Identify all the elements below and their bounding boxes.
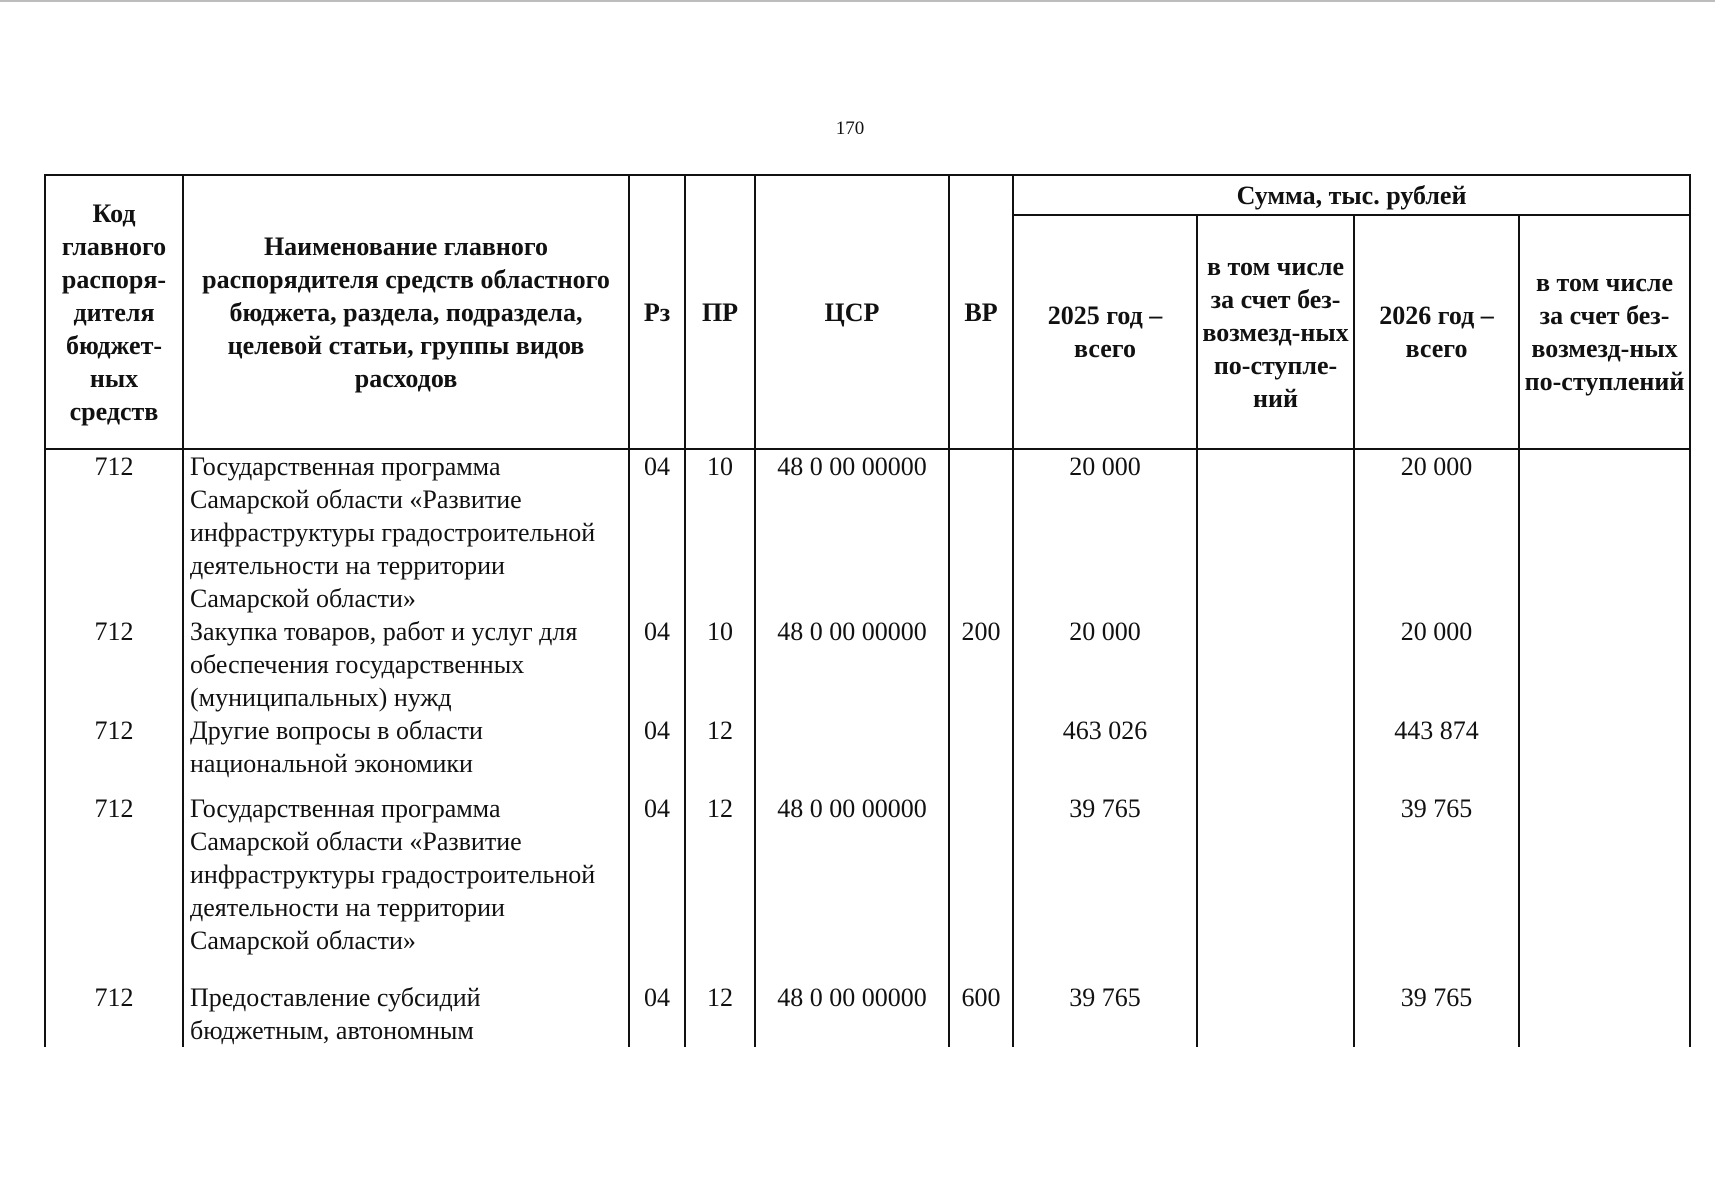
scan-edge-line [0,0,1715,2]
header-2025-total: 2025 год – всего [1013,215,1197,449]
table-row [45,615,1690,714]
cell-2025-total: 39 765 [1013,792,1197,981]
cell-2025-free [1197,714,1354,792]
header-2025-free: в том числе за счет без-возмезд-ных по-ступле-ний [1197,215,1354,449]
cell-rz: 04 [629,449,685,615]
cell-code: 712 [45,981,183,1047]
cell-rz: 04 [629,615,685,714]
cell-name: Другие вопросы в области национальной экономики [183,714,629,792]
cell-rz: 04 [629,981,685,1047]
cell-csr [755,714,949,792]
cell-pr: 12 [685,792,755,981]
cell-2026-total: 39 765 [1354,981,1519,1047]
cell-2026-free [1519,615,1690,714]
header-csr: ЦСР [755,175,949,449]
cell-pr: 10 [685,615,755,714]
cell-2025-total: 463 026 [1013,714,1197,792]
cell-2026-total: 20 000 [1354,615,1519,714]
cell-vr: 600 [949,981,1013,1047]
cell-pr: 12 [685,981,755,1047]
cell-rz: 04 [629,792,685,981]
cell-csr: 48 0 00 00000 [755,981,949,1047]
cell-code: 712 [45,449,183,615]
cell-2026-free [1519,981,1690,1047]
cell-2026-total: 443 874 [1354,714,1519,792]
cell-2026-total: 39 765 [1354,792,1519,981]
header-sum-title: Сумма, тыс. рублей [1013,175,1690,215]
table-row [45,714,1690,792]
cell-name: Государственная программа Самарской области «Развитие инфраструктуры градостроительной деятельности на территории Самарской области» [183,449,629,615]
cell-code: 712 [45,615,183,714]
cell-code: 712 [45,714,183,792]
table-row [45,449,1690,615]
cell-2025-free [1197,792,1354,981]
cell-csr: 48 0 00 00000 [755,449,949,615]
header-pr: ПР [685,175,755,449]
header-code: Код главного распоря-дителя бюджет-ных средств [45,175,183,449]
cell-csr: 48 0 00 00000 [755,792,949,981]
cell-2025-free [1197,449,1354,615]
cell-2025-free [1197,615,1354,714]
table-header [45,175,1690,449]
cell-vr [949,449,1013,615]
cell-2025-total: 20 000 [1013,449,1197,615]
table-row [45,981,1690,1047]
cell-code: 712 [45,792,183,981]
cell-pr: 10 [685,449,755,615]
page-number: 170 [835,118,865,139]
table-body [45,449,1690,1047]
table-row [45,792,1690,981]
cell-2025-total: 20 000 [1013,615,1197,714]
cell-pr: 12 [685,714,755,792]
header-name: Наименование главного распорядителя средств областного бюджета, раздела, подраздела, целевой статьи, группы видов расходов [183,175,629,449]
cell-2026-free [1519,792,1690,981]
cell-name: Предоставление субсидий бюджетным, автономным [183,981,629,1047]
cell-csr: 48 0 00 00000 [755,615,949,714]
cell-vr: 200 [949,615,1013,714]
cell-name: Закупка товаров, работ и услуг для обеспечения государственных (муниципальных) нужд [183,615,629,714]
cell-2026-free [1519,714,1690,792]
cell-2025-free [1197,981,1354,1047]
budget-table [44,174,1691,1047]
cell-2026-total: 20 000 [1354,449,1519,615]
header-2026-total: 2026 год – всего [1354,215,1519,449]
header-2026-free: в том числе за счет без-возмезд-ных по-ступлений [1519,215,1690,449]
cell-name: Государственная программа Самарской области «Развитие инфраструктуры градостроительной деятельности на территории Самарской области» [183,792,629,981]
cell-vr [949,792,1013,981]
cell-2026-free [1519,449,1690,615]
cell-vr [949,714,1013,792]
header-vr: ВР [949,175,1013,449]
cell-rz: 04 [629,714,685,792]
header-rz: Рз [629,175,685,449]
cell-2025-total: 39 765 [1013,981,1197,1047]
